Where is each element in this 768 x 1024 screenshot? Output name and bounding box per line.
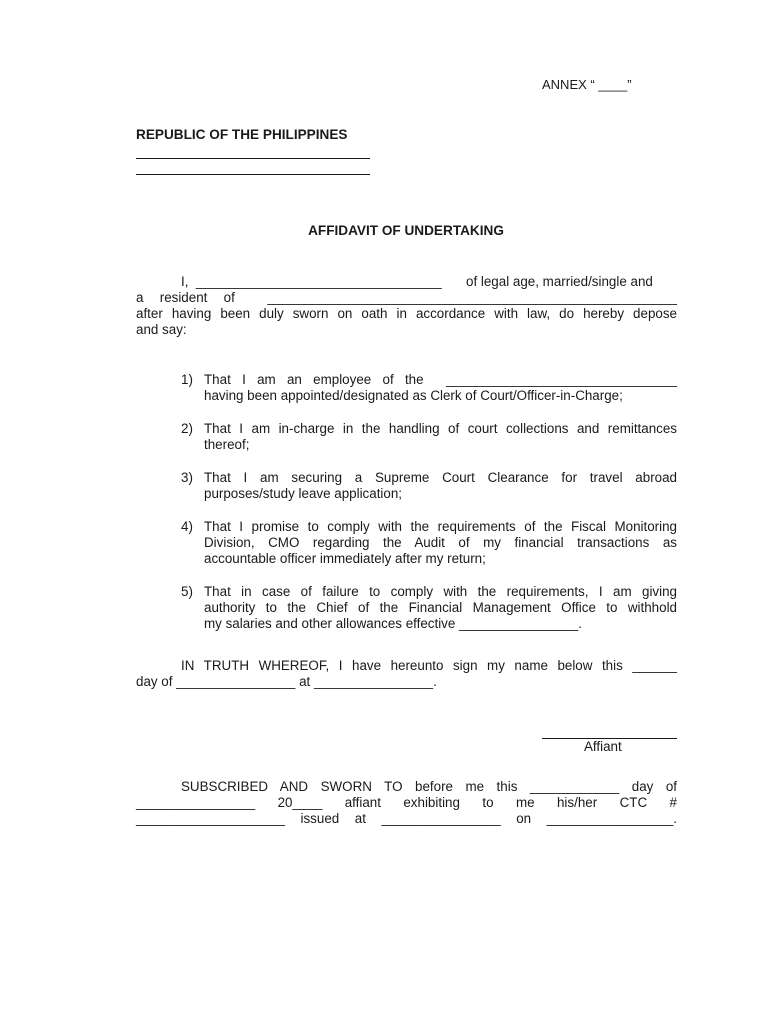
item-5-line-1: That in case of failure to comply with the requirements, I am giving (204, 584, 677, 599)
item-1-number: 1) (181, 372, 193, 387)
item-3-line-1: That I am securing a Supreme Court Clearance for travel abroad (204, 470, 677, 485)
document-title: AFFIDAVIT OF UNDERTAKING (308, 223, 504, 238)
item-4-number: 4) (181, 519, 193, 534)
item-5-line-2: authority to the Chief of the Financial Management Office to withhold (204, 600, 677, 615)
jurat-line-3: ____________________ issued at ________________ on _________________. (136, 811, 677, 826)
intro-line-1-right: of legal age, married/single and (466, 274, 653, 289)
intro-line-4: and say: (136, 322, 187, 337)
address-line-2 (136, 174, 370, 175)
item-4-line-2: Division, CMO regarding the Audit of my financial transactions as (204, 535, 677, 550)
item-1-line-2: having been appointed/designated as Clerk of Court/Officer-in-Charge; (204, 388, 623, 403)
item-2-line-1: That I am in-charge in the handling of court collections and remittances (204, 421, 677, 436)
item-3-number: 3) (181, 470, 193, 485)
item-1-line-1: That I am an employee of the _______________________________ (204, 372, 677, 387)
item-2-line-2: thereof; (204, 437, 250, 452)
item-2-number: 2) (181, 421, 193, 436)
jurat-line-2: ________________ 20____ affiant exhibiting to me his/her CTC # (136, 795, 677, 810)
truth-line-1: IN TRUTH WHEREOF, I have hereunto sign my name below this ______ (181, 658, 677, 673)
intro-line-2: a resident of _______________________________________________________ (136, 290, 677, 305)
item-4-line-3: accountable officer immediately after my return; (204, 551, 486, 566)
item-3-line-2: purposes/study leave application; (204, 486, 403, 501)
truth-line-2: day of ________________ at ________________. (136, 674, 437, 689)
item-4-line-1: That I promise to comply with the requirements of the Fiscal Monitoring (204, 519, 677, 534)
item-5-number: 5) (181, 584, 193, 599)
address-line-1 (136, 158, 370, 159)
intro-line-1-left: I, _________________________________ (181, 274, 442, 289)
affiant-label: Affiant (584, 739, 622, 754)
republic-heading: REPUBLIC OF THE PHILIPPINES (136, 127, 348, 142)
annex-label: ANNEX “ ____” (542, 77, 632, 92)
jurat-line-1: SUBSCRIBED AND SWORN TO before me this ____________ day of (181, 779, 677, 794)
intro-line-3: after having been duly sworn on oath in accordance with law, do hereby depose (136, 306, 677, 321)
item-5-line-3: my salaries and other allowances effective ________________. (204, 616, 582, 631)
